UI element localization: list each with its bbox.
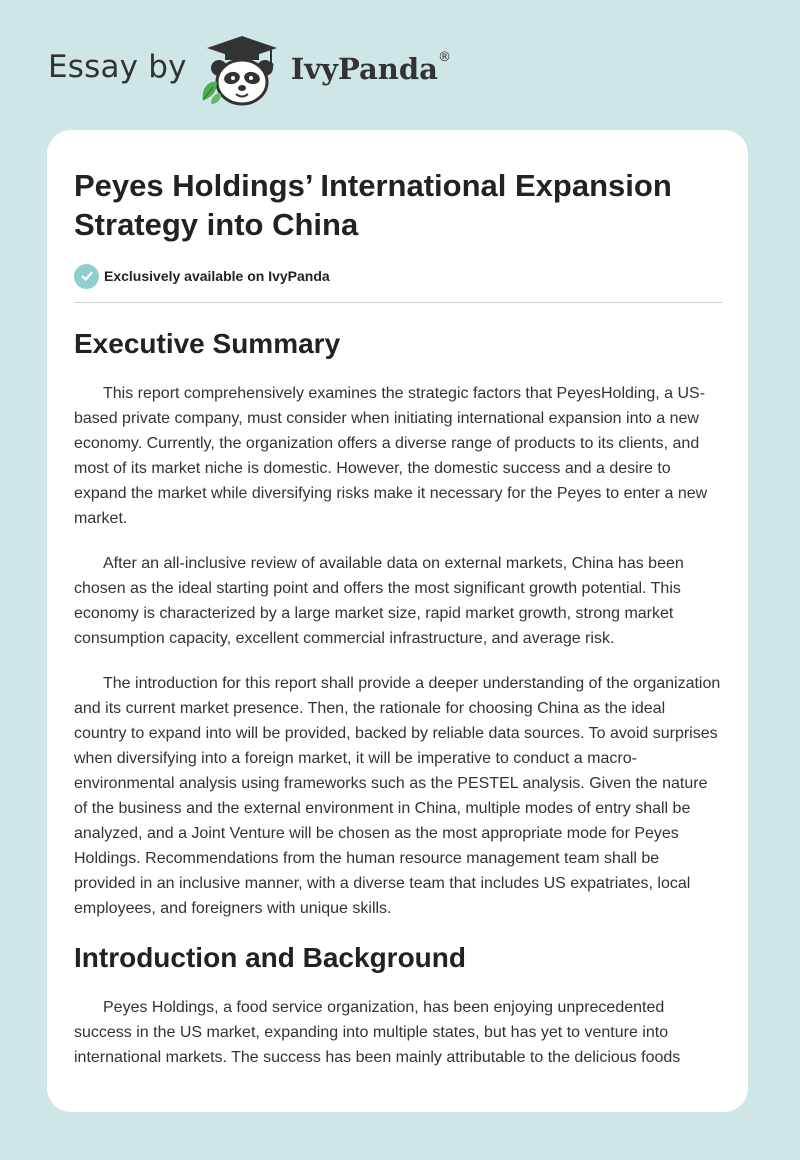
check-circle-icon — [74, 264, 99, 289]
section-heading-executive-summary: Executive Summary — [74, 328, 341, 359]
brand-name: IvyPanda® — [290, 50, 451, 86]
exclusive-badge — [74, 262, 722, 290]
essay-card — [47, 130, 748, 1112]
section-heading-introduction: Introduction and Background — [74, 942, 466, 973]
divider — [74, 302, 722, 303]
essay-title: Peyes Holdings’ International Expansion Strategy into China — [74, 168, 672, 242]
paragraph: Peyes Holdings, a food service organization, has been enjoying unprecedented success in the US market, expanding into multiple states, but has yet to venture into international markets. The success has been mainly attributable to the delicious foods — [74, 999, 681, 1066]
paragraph: This report comprehensively examines the strategic factors that PeyesHolding, a US-based private company, must consider when initiating international expansion into a new economy. Currently, the organization offers a diverse range of products to its clients, and most of its market niche is domestic. However, the domestic success and a desire to expand the market while diversifying risks make it necessary for the Peyes to enter a new market. — [74, 385, 708, 527]
paragraph: After an all-inclusive review of available data on external markets, China has been chosen as the ideal starting point and offers the most significant growth potential. This economy is characterized by a large market size, rapid market growth, strong market consumption capacity, excellent commercial infrastructure, and average risk. — [74, 555, 684, 647]
panda-logo-icon — [197, 30, 287, 110]
brand-prefix: Essay by — [48, 49, 187, 85]
exclusive-badge-text: Exclusively available on IvyPanda — [104, 268, 330, 284]
brand-header[interactable] — [48, 30, 451, 110]
paragraph: The introduction for this report shall provide a deeper understanding of the organization and its current market presence. Then, the rationale for choosing China as the ideal country to expand into will be provided, backed by reliable data sources. To avoid surprises when diversifying into a foreign market, it will be imperative to conduct a macro-environmental analysis using frameworks such as the PESTEL analysis. Given the nature of the business and the external environment in China, multiple modes of entry shall be analyzed, and a Joint Venture will be chosen as the most appropriate mode for Peyes Holdings. Recommendations from the human resource management team shall be provided in an inclusive manner, with a diverse team that includes US expatriates, local employees, and foreigners with unique skills. — [74, 675, 721, 917]
